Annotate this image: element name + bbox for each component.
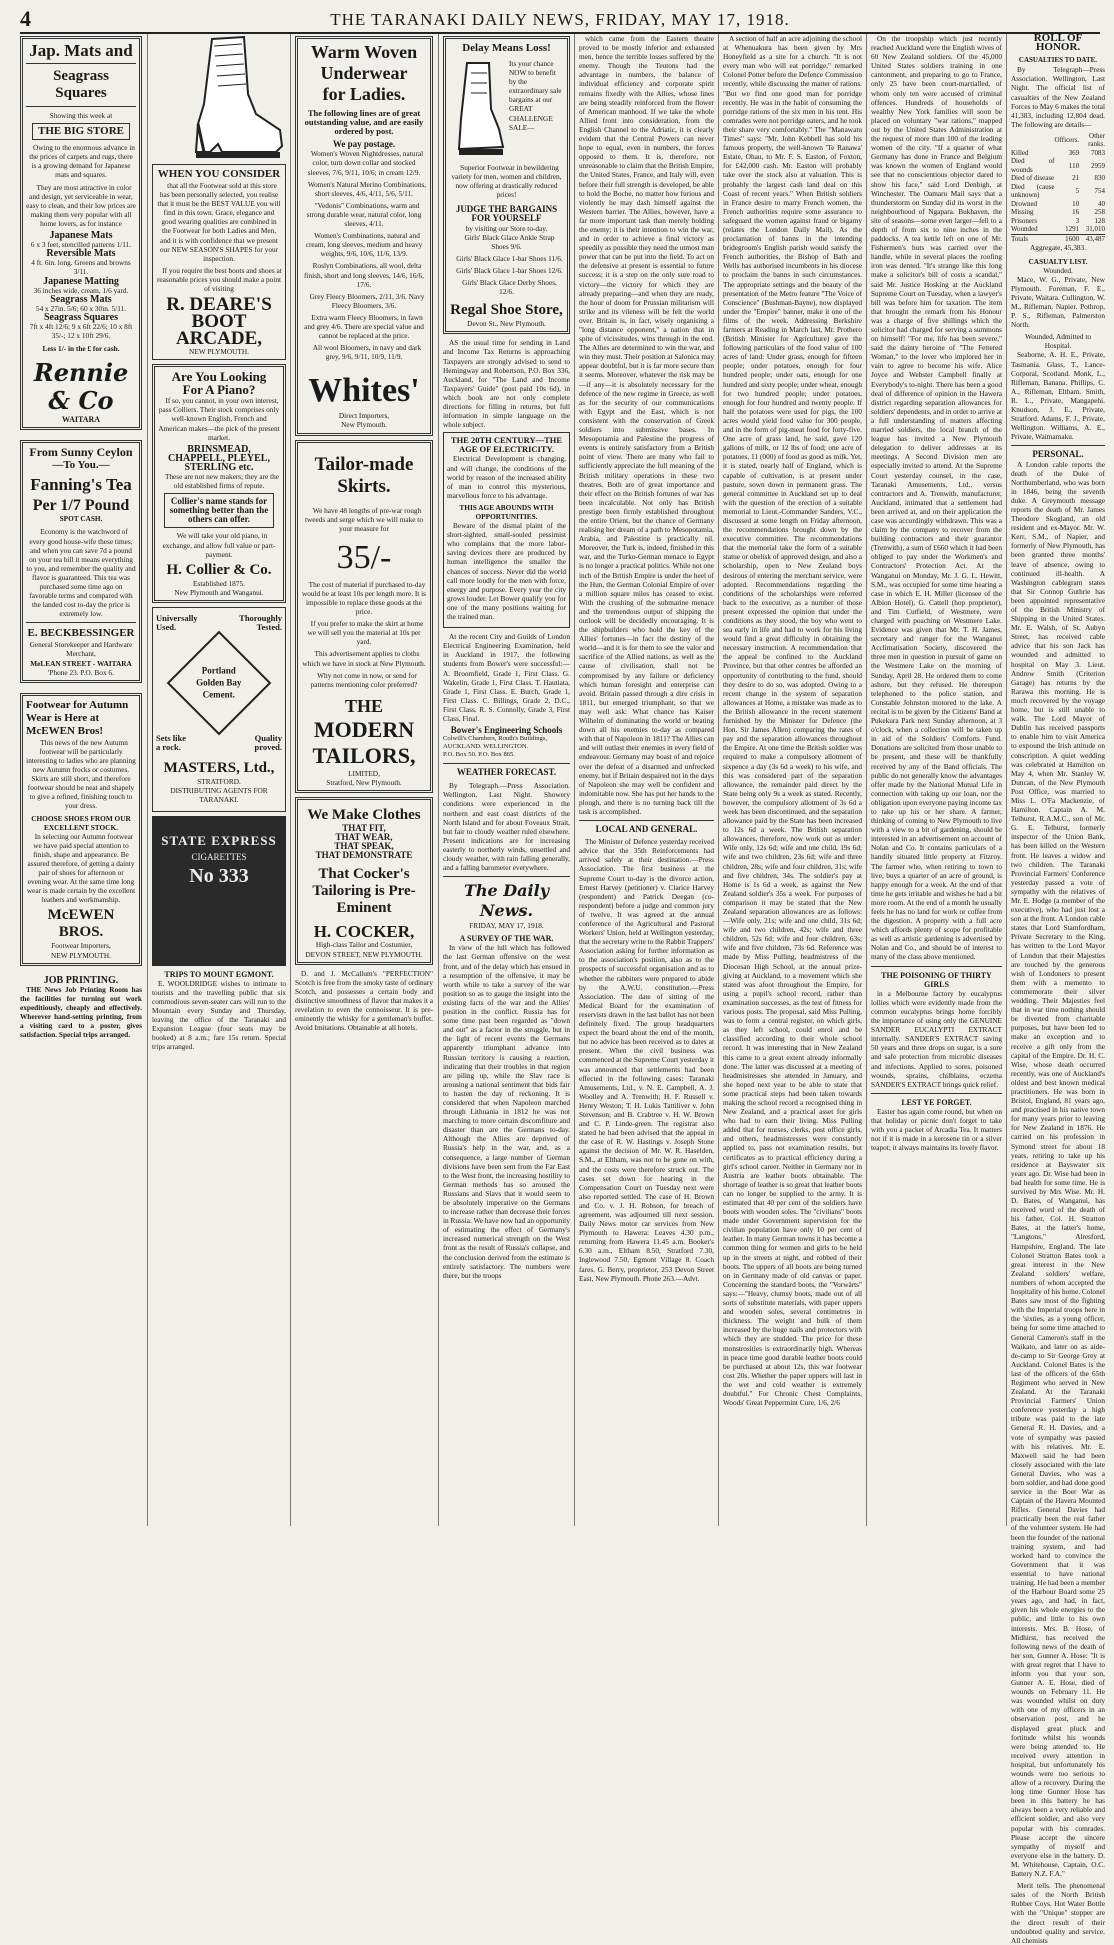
ad-heading: for Ladies. [322, 84, 406, 104]
cement-label: Cement. [202, 690, 236, 701]
ad-text: High-class Tailor and Costumier, [315, 940, 413, 950]
table-cell: 830 [1094, 174, 1105, 183]
shoe-item: Girls' Black Glace Derby Shoes, 12/6. [462, 278, 557, 297]
article-text: A London cable reports the death of the Duke of Northumberland, who was born in 1846, being the seventh duke. A Greymouth message reports the death of Mr. James Theodore Skogland, an old resident and ex-Mayor. Mr. W. Kerr, S.M., of Napier, and formerly of New Plymouth, has been granted three months' leave of absence, owing to continued ill-health. A Washington cablegram states that Sir Connop Guthrie has been appointed representative of the British Ministry of Shipping in the United States. Mr. E. Walsh, of St. Aubyn Street, has received cable advice that his son Jack has wounded and admitted to hospital on May 3. Lieut. Andrew Smith (Criterion Garage) has returns by the Rarawa this morning. He is much recovered by the voyage home, but is still unable to walk. The Lord Mayor of Dublin has received passports to enable him to visit America to expound the Irish attitude on conscription. A quiet wedding was celebrated at Hamilton on May 4, when Mr. Stanley W. Duncan, of the New Plymouth Post Office, was married to Miss L. O'Fa Mackenzie, of Hamilton. Captain A. M. Telhurst, R.A.M.C., son of Mr. G. E. Telhurst, formerly inspector of the Union Bank, has been killed on the Western front. He leaves a widow and two children. The Taranaki Provincial Farmers' Conference yesterday passed a vote of sympathy with the relatives of Mr. E. Hodge (a member of the executive), who had just lost a son at the front. A London cable states that Lord Stamfordham, Private Secretary to the King, has written to the Lord Mayor of London that their Majesties are touched by the generous wish of Londoners to present them with a memento to commemorate their silver wedding. Their Majesties feel that in war time nothing should be diverted from charitable purposes, but have been led to make an exception and to receive a gift only from the capital of the Empire. Dr. H. C. Wise, whose death occurred recently, was one of Auckland's oldest and best known medical practitioners. He was born in Bristol, England, 81 years ago, and practised in his native town for many years prior to leaving for New Zealand in 1876. He carried on his profession in Symond street for about 18 years, retiring to take up his residence at Bayswater six years ago. Dr. Wise had been in bad health for some time. He is survived by Mrs Wise. Mr. H. D. Bates, of Wanganui, has received word of the death of his father, Col. H. Stratton Bates, at the latter's home, "Langtons," Alresford, Hampshire, England. The late Colonel Stratton Bates took a great interest in the New Zealand soldiers' welfare, numbers of whom accepted the hospitality of his home. Colonel Bates saw most of the fighting with the Imperial troops here in the 'sixties, as a young officer, being for some time attached to General Cameron's staff in the Waikato, and later on as aide-de-camp to Sir George Grey at Auckland. Colonel Bates is the last of the officers of the 65th Regiment who served in New Zealand. At the Taranaki Provincial Farmers' Union conference yesterday a high tribute was paid to the late General R. H. Davies, and a vote of sympathy was passed with his relatives. Mr. E. Maxwell said he had been closely associated with the late General Davies, who was a born soldier, and had done good service in the Boer War as Captain of the Havera Mounted Rifles. General Davies had practically been the real father of the volunteer system. He had been the founder of the national training system, and had worked hard to convince the Government that it was essential to have national training. He had been a member of the Harbour Board some 25 years ago, and had, in fact, given his whole energies to the public, and little to his own interests. Mrs. B. Hose, of Midhirst, has received the following news of the death of her son, Gunner A. Hose: "It is with great regret that I have to inform you that your son, Gunner A. E. Hose, died of wounds on February 11. He was wounded whilst on duty with one of my officers in an observation post, and he displayed great pluck and fortitude whilst his wounds were being attended to. He received every attention in hospital, but unfortunately his wounds were too serious to allow of a recovery. During the long time Gunner Hose has been in this battery he has always been a very reliable and efficient soldier, and also very popular with his comrades. Please accept the sincere sympathy of myself and everyone else in the battery. D. M. Whitehouse, Captain, O.C. Battery N.Z. F.A." [1011, 459, 1105, 1879]
ad-text: by visiting our Store to-day. [465, 223, 548, 233]
ad-text: Direct Importers, [338, 411, 390, 421]
article-text: The Minister of Defence yesterday received advice that the 35th Reinforcements had arrived safely at their destination.—Press Association. The first business at the Supreme Court to-day is the divorce action, Ernest Harvey (petitioner) v. Clarice Harvey (respondent) and Patrick Deegan (co-respondent) before a judge and common jury of twelve. It was agreed at the annual conference of the Agricultural and Pastoral Workers' Union, held at Wellington yesterday, that the secretary write to the Rabbit Trappers' Association asking for further information as to the association's position, also as to the prospects of successful organisation and as to whether the rabbiters were prepared to abide by the A.W.U. constitution.—Press Association. The date of sitting of the Medical Board for the examination of reservists drawn in the last ballot has not been definitely fixed. The group headquarters expect the board about the end of the month, but no advice has been received as to dates at present. When the civil business was commenced at the Supreme Court yesterday it was announced that settlements had been effected in the following cases: Taranaki Amusements, Ltd., v. N. E. Campbell, A. J. Woolley and A. Trenwith; H. F. Russell v. Henry Weston; T. H. Lukis Tattiliver v. John Stevenson; and B. Crabtree v. H. W. Brown and C. P. Linde-green. The registrar also stated he had been advised that the appeal in the case of R. W. Hastings v. Joseph Stone against the decision of Mr. W. R. Haselden, S.M., at Eltham, was not to be gone on with, and the costs were therefore struck out. The cases set down for hearing in the Compensation Court on Tuesday next were also reported settled. The case of H. Brown and Co. v. J. H. Robson, for breach of agreement, was adjourned till next session. Daily News motor car services from New Plymouth to Hawera: Leaves 4.30 p.m., returning from Hawera 11.45 a.m. Booker's 6.30 a.m., Eltham 8.50, Stratford 7.30, Inglewood 7.50, Egmont Village 8. Coach fares. G. Berry, proprietor, 253 Devon Street East, New Plymouth. Phone 263.—Advt. [579, 837, 714, 1283]
regal-shoe-ad [443, 36, 570, 334]
ad-text: We will take your old piano, in exchange, and allow full value or part-payment. [162, 531, 276, 559]
article-text: Mace, W. G., Private, New Plymouth. Foreman, F. E., Private, Waitara. Cullington, W. M., Rifleman, Napier. Pothrop, P. S., Rifleman, Palmerston North. [1011, 274, 1105, 330]
column-1 [20, 34, 142, 1526]
casualty-table [1011, 132, 1105, 244]
boot-illustration [152, 34, 286, 162]
table-header [1011, 132, 1105, 149]
table-cell: 2959 [1091, 161, 1105, 170]
column-rule [147, 34, 148, 1526]
ad-heading: Jap. Mats and [29, 41, 133, 60]
table-cell: 258 [1094, 208, 1105, 217]
underwear-line: Roslyn Combinations, all wool, delta finish, short and long sleeves, 14/6, 16/6, 17/6. [304, 261, 424, 289]
underwear-line: Women's Combinations, natural and cream, long sleeves, medium and heavy weights, 9/6, 10/6, 11/6, 13/9. [305, 231, 423, 259]
article-text: By Telegraph—Press Association. Wellington, Last Night. The official list of casualties of the New Zealand Forces to May 6 makes the total 41,383, including 12,804 dead. The following are details— [1011, 65, 1105, 129]
article-text: On the troopship which just recently reached Auckland were the English wives of 60 New Zealand soldiers. Of the 45,000 United States soldiers training in one cantonment, and preparing to go to France, only 25 have been court-martialled, of whom only ten were accused of criminal offences. Hundreds of households of wealthy New York families will soon be placed on voluntary "war rations," mapped out by the United States Administration at the request of more than 100 of the leading women of the city. "If a quarter of what Germany has done in France and Belgium was known the women of England would see that no conscientious objector dared to show his face," said Lord Denbigh, at Winchester. The Oamaru Mail says that a thunderstorm on Sunday did its worst in the neighbourhood of Ngapara. Bukhaven, the site of seasons—some even larger—fell to a depth of from six to nine inches in the paddocks. A tea kettle left on one of Mr. Fishermen's huts was carried over the handle, while in several places the roofing iron was dented. "It's strange like this long make a solicitor's bill of costs a scandal," said Mr. Justice Hosking at the Auckland Supreme Court on Tuesday, when a lawyer's bill was before him for taxation. The item that brought the remark from his Honour was a charge of five shillings which the solicitor had charged for serving a summons on himself! "For me, life has been severe," said the dainty heroine of "The Fettered Woman," to the lover who implored her in vain to agree to become his wife. Alice Joyce and Webster Campbell finally at Everybody's to-night. There has been a good deal of difference of opinion in the Hawera district regarding separation allowances for soldiers' dependents, and in order to arrive at a full understanding of matters affecting married soldiers, the local branch of the league has invited a New Plymouth delegation to deliver addresses at its meetings. A Second Division men are especially invited to attend. At the Supreme Court yesterday counsel, in the case, Taranaki Amusements, Ltd., versus contractors and A. Trenwith, manufacturer, Auckland, intimated that a settlement had been arrived at, and on their application the case was accordingly withdrawn. This was a claim by the company to recover from the building contractors and their guarantor (Trenwith), a sum of £660 which it had been obliged to pay under the Workmen's and Contractors' Protection Act. At the Wanganui on Monday, Mr. J. G. L. Hewitt, S.M., was occupied for some time hearing a case in which E. H. Miller (licensee of the Albion Hotel), G. Cattell (hop proprietor), and Tim Cutfield, of Westmere, were charged with poaching on Westmere Lake. Evidence was given that Mr. T. H. James, secretary and ranger for the Wanganui Acclimatisation Society, discovered the three men in question in pursuit of game on the Westmere Lake on the morning of Sunday, April 28. He ordered them to come ashore, but they refused. He thereupon telephoned to the police station, and Constable Johnston motored to the lake. A recital is to be given by the Citizens' Band at Pukekura Park next Sunday afternoon, at 3 o'clock, when a collection will be taken up in aid of the Soldiers' Comforts Fund. Donations are solicited from those unable to be present, and these will be thankfully received by any of the Band officials. The public do not generally know the advantages offer made by the National Mutual Life in connection with taking up our loan, nor the obligation upon everyone paying income tax to take up his or her share. A farmer, thinking of coming to New Plymouth to live with a view to a bit of gardening, should be interested in an advertisement on account of Nolan and Co. It contains particulars of a handily situated little property at Fitzroy. The farmer who, when retiring to town to live, buys a quarter of an acre of ground, is happy enough for a week. At the end of that time he gets irritable and wishes he had a bit more room. At the end of a month he usually feels he has no land for work or coffee from the digestion. A property with a full acre which affords plenty of scope for profitable as well as artistic gardening is advertised by Nolan and Co., and should be of interest to many of the class above mentioned. [871, 34, 1002, 962]
ad-text: STRATFORD. [197, 777, 241, 787]
cigarette-label: CIGARETTES [191, 851, 247, 862]
table-cell: Died of disease [1011, 174, 1055, 183]
table-cell: 1291 [1065, 225, 1080, 234]
item-name: Reversible Mats [46, 248, 116, 260]
table-cell: 43,487 [1085, 234, 1105, 243]
article-text: which came from the Eastern theatre proved to be mostly inferior and exhausted men, hence the terrible losses suffered by the enemy. Though the Teutons had the advantage in numbers, the balance of individual efficiency and corporate spirit remains fixedly with the Allies, whose lines are being steadily reinforced from the flower of American manhood. If we take the whole Allied front into consideration, from the English Channel to the Adriatic, it is clearly evident that the Central Powers can never hope to equal, even in numbers, the forces opposed to them. It is, therefore, not unreasonable to claim that the British Empire, the United States, France, and Italy will, even before their full strength is developed, be able to hold the Boche, no matter how furious and violently he may dash himself against the Western barrier. The Allies, however, have a far more important task than merely holding the enemy; it is their intention to win the war, and in order to achieve a final victory as speedily as possible they need the utmost man power that can be put into the field. To act on the defensive at present is essential to future success; it is a step on the only sure road to victory—the victory for which they are already preparing—and when they are ready, the hour of doom for Prussian militarism will strike and its vileness will be felt the world over. Britain is, in fact, wisely organising a "long distance opponent," a nation that in spite of vicissitudes, wins through in the end. The Allies are determined to win the war, and win they must. Their position at Salonica may appear doubtful, but it is far more secure than it seems. Moreover, whatever the risk may be—if any—it is absolutely necessary for the defence of the new regime in Greece, as well as for the security of our communications with Egypt and the East, which is not consistent with the conservation of Greek soldiers into submissive bases. In Mesopotamia and Palestine the progress of events is entirely satisfactory from a British point of view. There are many who fail to sufficiently appreciate the full meaning of the British military operations in these two theatres. Both are of great importance and their effect on the British fortunes of war has been incalculable. Not only has British prestige been firmly established throughout the entire Orient, but the chance of Germany realising her dream of a path to Mesopotamia, Arabia, and Palestine is practically nil. Moreover, the Turk is, indeed, finished in this war, and the Turko-German menace to Egypt is no longer a practical politics. While not one inch of the British Empire is under the heel of the Hun, the German Colonial Empire of over a million square miles has ceased to exist. With the crushing of the submarine menace and the tremendous output of shipping the outlook will be decidedly encouraging. It is the shipbuilders who hold the key of the Allies' fortunes—in fact the destiny of the world—and it is for them to see the valor and sacrifice of the Allied nations, as well as the cause of civilisation, shall not be compromised by any failure or deficiency which human foresight and enterprise can avoid. Britain passed through a dire crisis in 1811, but emerged triumphant, so that we may well ask: What chance has Kaiser Wilhelm of dominating the world or beating down all his enemies to-day as compared with that of Napoleon in 1811? The Allies can and will outlast their enemies in every field of endeavour. Germany may boast of and rejoice over the defeat of a disarmed and unfrecked enemy, but if Britain despaired not in the days of Napoleon she may well be confident and indomitable now. She has put her hands to the plough, and there is no turning back till the task is accomplished. [579, 34, 714, 816]
ad-text: D. and J. McCallum's "PERFECTION" Scotch is free from the smoky taste of ordinary Scotch, and possesses a certain body and distinctive smoothness of flavor that makes it a revelation to even the connoisseur. It is pre-eminently the whisky for a gentleman's buffet. Avoid Imitations. Obtainable at all hotels. [295, 968, 433, 1033]
section-subheading: Wounded. [1043, 265, 1073, 275]
boot-icon [152, 34, 286, 162]
table-row [1011, 157, 1105, 174]
deare-ad [152, 164, 286, 360]
mcewen-ad [20, 693, 142, 966]
ad-text: AUCKLAND. WELLINGTON. [443, 743, 529, 751]
section-heading: THE POISONING OF THIRTY GIRLS [881, 970, 992, 989]
ad-heading: Warm Woven [310, 42, 418, 62]
section-heading: PERSONAL. [1032, 449, 1084, 460]
ad-text: Stratford, New Plymouth. [326, 777, 402, 787]
piano-brands: BRINSMEAD, CHAPPELL, PLEYEL, STERLING etc. [168, 443, 270, 473]
merchant-name: Whites' [308, 372, 420, 410]
section-subheading: CASUALTY LIST. [1028, 256, 1088, 266]
merchant-name: ARCADE, [175, 328, 263, 350]
big-store-logo: THE BIG STORE [32, 123, 130, 140]
section-heading: WEATHER FORECAST. [456, 767, 557, 778]
table-cell: Missing [1011, 208, 1034, 217]
ad-heading: That Cocker's Tailoring is Pre-Eminent [312, 866, 416, 917]
ad-heading: We Make Clothes [307, 807, 421, 824]
table-cell: 5 [1075, 187, 1080, 196]
ad-text: Tested. [256, 622, 282, 632]
newspaper-title: THE TARANAKI DAILY NEWS, FRIDAY, MAY 17, 1918. [330, 10, 790, 29]
section-heading: ROLL OF HONOR. [1033, 32, 1083, 54]
table-cell: 754 [1094, 187, 1105, 196]
ad-text: We pay postage. [332, 139, 396, 150]
table-row [1011, 149, 1105, 158]
ad-text: The following lines are of great outstanding value, and are easily ordered by post. [304, 108, 424, 137]
bower-ad [443, 432, 570, 628]
ad-text: Sets like [156, 733, 186, 744]
mats-list [26, 231, 136, 340]
ad-text: Superior Footwear in bewildering variety for men, women and children, now offering at drastically reduced prices! [451, 163, 562, 200]
table-cell: 7083 [1091, 148, 1105, 157]
ad-text: In selecting our Autumn footwear we have paid special attention to finish, shape and appearance. Be assured therefore, of getting a dainty pair of shoes for afternoon or evening wear. At the same time long wear is made certain by the excellent leathers and workmanship. [26, 831, 136, 905]
cement-diamond [167, 631, 272, 736]
ad-heading: For A Piano? [182, 382, 256, 398]
ad-text: NEW PLYMOUTH. [189, 347, 249, 357]
big-store-ad [20, 36, 142, 430]
ad-text: DEVON STREET, NEW PLYMOUTH. [305, 949, 423, 959]
merchant-name: MODERN [313, 716, 415, 742]
shoe-item: Girls' Black Glace Ankle Strap Shoes 9/6. [464, 232, 555, 251]
underwear-line: All wool Bloomers, in navy and dark grey, 9/6, 9/11, 10/9, 11/9. [312, 343, 422, 362]
underwear-line: Extra warm Fleecy Bloomers, in fawn and grey 4/6. There are special value and cannot be replaced at the price. [304, 312, 424, 341]
column-rule [438, 34, 439, 1526]
underwear-line: "Vedonis" Combinations, warm and strong durable wear, natural color, long sleeves, 4/11. [306, 200, 422, 229]
ad-heading: WHEN YOU CONSIDER [157, 168, 281, 180]
ad-text: THAT DEMONSTRATE [315, 850, 413, 861]
table-cell: 128 [1094, 216, 1105, 225]
table-row [1011, 225, 1105, 234]
table-row [1011, 200, 1105, 209]
rennie-logo: Rennie & Co [33, 358, 129, 416]
item-desc: 7ft x 4ft 12/6; 9 x 6ft 22/6; 10 x 8ft 35/-; 12 x 10ft 29/6. [29, 321, 133, 341]
merchant-name: H. Collier & Co. [166, 561, 272, 578]
section-heading: A SURVEY OF THE WAR. [459, 934, 554, 944]
ad-text: General Storekeeper and Hardware Merchant, [29, 640, 133, 659]
rennie-town: WAITARA [61, 415, 101, 425]
ad-text: Footwear Importers, [51, 941, 111, 951]
table-cell: 3 [1075, 216, 1080, 225]
column-rule [1006, 34, 1007, 1526]
item-name: Seagrass Squares [44, 311, 118, 323]
cement-label: Portland [201, 666, 237, 677]
merchant-name: E. BECKBESSINGER [27, 627, 135, 640]
ad-text: New Plymouth. [341, 420, 387, 430]
ad-text: Thoroughly [239, 612, 282, 623]
ad-text: This advertisement applies to cloths which we have in stock at New Plymouth. [302, 649, 426, 668]
collier-callout: Collier's name stands for something better than the others can offer. [164, 493, 274, 528]
ad-text: THAT FIT, [342, 823, 386, 834]
ad-heading: THIS AGE ABOUNDS WITH OPPORTUNITIES. [459, 502, 554, 521]
ad-text: They are most attractive in color and design, yet serviceable in wear, easy to clean, and their low prices are making them very popular with all home lovers, as for instance [26, 182, 136, 228]
item-name: Seagrass Mats [50, 293, 112, 305]
tea-price: Per 1/7 Pound [32, 497, 130, 515]
modern-tailors-ad [295, 440, 433, 794]
column-3 [295, 34, 433, 1526]
column-rule [866, 34, 867, 1526]
ad-text: P.O. Box 50. P.O. Box 865. [443, 751, 515, 759]
underwear-line: Grey Fleecy Bloomers, 2/11, 3/6. Navy Fleecy Bloomers, 3/6. [309, 291, 425, 310]
merchant-name: THE [344, 695, 383, 716]
table-row [1011, 174, 1105, 183]
ad-heading: Underwear [320, 63, 408, 83]
ad-text: If you prefer to make the skirt at home we will sell you the material at 10s per yard. [307, 619, 424, 647]
ad-text: THE News Job Printing Room has the facilities for turning out work expeditiously, cheaply and effectively. Wherever hand-setting printing, from a visiting card to a poster, gives satisfaction. Special trips arranged. [20, 984, 142, 1040]
item-desc: 54 x 27in. 5/6; 60 x 30in. 5/11. [35, 303, 127, 313]
item-desc: 36 inches wide, cream, 1/6 yard. [33, 285, 129, 295]
ad-text: that all the Footwear sold at this store has been personally selected, you realise that it must be the BEST VALUE you will find in this town. Grace, elegance and good wearing qualities are combined in the Footwear for both Ladies and Men, and it is with confidence that we present our NEW SEASON'S SHAPES for your inspection. [157, 181, 281, 263]
editorial-date: FRIDAY, MAY 17, 1918. [469, 921, 544, 931]
ad-text: Quality [254, 733, 282, 744]
ad-text: Economy is the watchword of every good house-wife these times, and when you can save 7d a pound on your tea bill it means everything to you, and remember the quality and flavor is guaranteed. This tea was purchased some time ago on favorable terms and compared with the landed cost to-day the price is extremely low. [26, 527, 136, 619]
table-cell: Killed [1011, 148, 1029, 157]
ad-heading: TRIPS TO MOUNT EGMONT. [164, 969, 274, 979]
item-desc: 6 x 3 feet, stencilled patterns 1/11. [30, 240, 132, 250]
table-row [1011, 183, 1105, 200]
masters-cement-ad [152, 607, 286, 812]
masthead [20, 8, 1100, 34]
table-cell: Drowned [1011, 199, 1038, 208]
underwear-line: Women's Natural Merino Combinations, short sleeves, 4/6, 4/11, 5/6, 5/11. [307, 179, 427, 198]
discount-note: Less 1/- in the £ for cash. [42, 344, 120, 354]
article-text: In view of the lull which has followed the last German offensive on the west front, and of the delay which has ensued in a resumption of the offensive, it may be worth while to take a survey of the war position so as to gauge the insight into the existing facts of the war and the Allies' position in the conflict. Russia has for some time past been regarded as "down and out" as a factor in the struggle, but in the light of recent events the Germans apparently triumphant advance into Russian territory is causing a reaction, indicating that their troubles in that region are piling up, while the Slav race is arousing a national sentiment that bids fair to hasten the day of reckoning. It is considered that when Napoleon marched through Lithuania in 1812 he was not marching to more certain discomfiture and disaster than are the Germans to-day. Although the Allies are deprived of Russia's help in the war, and, as a consequence, a large number of German divisions have been sent from the Far East to the West front, the increasing hostility to German methods has so aroused the Russians and Slavs that it would seem to be absolutely imperative on the Germans to increase rather than decrease their forces in Russia. We have now had an opportunity of estimating the effect of Germany's increased numerical strength on the West front as the result of Russia's collapse, and the conclusion derived from the estimate is entirely satisfactory. The numbers were there, but the troops [443, 943, 570, 1280]
ad-heading: CHOOSE SHOES FROM OUR EXCELLENT STOCK. [31, 813, 131, 832]
table-header-cell: Officers. [1054, 136, 1080, 145]
ad-heading: JOB PRINTING. [43, 974, 119, 986]
table-cell: Wounded [1011, 225, 1038, 234]
editorial-masthead: The Daily News. [464, 881, 549, 921]
table-row [1011, 217, 1105, 226]
cigarette-brand: STATE EXPRESS [161, 832, 277, 848]
ad-text: If so, you cannot, in your own interest, pass Colliers. Their stock comprises only well-known English, French and American makes—the pick of the present market. [158, 396, 280, 442]
table-cell: 16 [1072, 208, 1080, 217]
column-rule [718, 34, 719, 1526]
table-cell: 369 [1068, 148, 1080, 157]
ad-text: a rock. [156, 742, 181, 753]
table-cell: Died of wounds [1011, 157, 1055, 174]
ad-text: The cost of material if purchased to-day would be at least 10s per length more. It is impossible to replace these goods at the price. [301, 579, 427, 617]
merchant-name: BOOT [191, 311, 247, 333]
ad-heading: Footwear for Autumn Wear is Here at McEWEN Bros! [26, 698, 129, 737]
cigarette-number: No 333 [189, 864, 249, 887]
spot-cash: SPOT CASH. [59, 514, 103, 524]
article-text: A section of half an acre adjoining the school at Whenuakura has been given by Mrs Honeyfield as a site for a church. "It is not every man who will eat porridge," remarked Colonel Potter before the Defence Commission recently, while discussing the matter of rations. "But we find one good man for porridge recently. He was in the habit of consuming the porridge rations of the six men in his tent. His comrades were not porridge eaters, and he took their share very comfortably." The "Manawatu Times" says: "Mr. John Kebbell has sold his famous property, the well-known 'Te Ranawa' Estate, Ohau, to Mr. F. S. Easton, of Foxton, for £42,000 cash. Mr. Easton will probably take over the stock also at valuation. This is probably the largest cash land deal on this Coast of recent years." When British soldiers in France desire to marry French women, the French authorities require some assurance to safeguard the women against fraud or bigamy (relates the London Daily Mail). As the proclamation of banns in the intending bridegroom's English parish would satisfy the French authorities, the Bishop of Bath and Wells has authorised incumbents in his diocese to proclaim the banns in such circumstances. The appropriate settings and the beauty of the presentation of the Metro feature "The Voice of Conscience" (Bushman-Bayne), now displayed under the "Empire" banner, make it one of the films of the week. Addressing Berkshire farmers at Reading in March last, Mr. Prothero (British Minister for Agriculture) gave the following particulars of the food value of 100 acres of land: Under grass, enough for fifteen people; under potatoes, enough for four hundred people; under oats, enough for one hundred and sixty people; under wheat, enough for two hundred people; under potatoes, enough for four hundred and twenty people. If half the potatoes were used for pigs, the 100 acres would yield food value for 300 people, and in the form of pig-meat food for forty-five. One acre of grass land, he said, gave 120 gallons of milk, or 12 lbs of food; one acre of potatoes, 11 (000) of food as good as milk. Yet, it is stated, nearly half of England, which is capable of cultivation, is at present under pasture, sown down in permanent grass. The general committee in Auckland set up to deal with the question of the erection of a suitable memorial to Lieut.-Commander Sanders, V.C., discussed at some length on Friday afternoon, the recommendations brought down by the executive committee. The recommendations that the memorial take the form of a suitable statue or obelisk of approved design, and also a scholarship, open to New Zealand boys desirous of entering the merchant service, were adopted. Recommendations regarding the conditions of the scholarships were referred back to the executive, as a number of those present expressed the opinion that under the conditions as they stood, the boy who went to sea early in life and had to work for his living would find a great difficulty in obtaining the necessary instruction. A recommendation that the appeal be confined to the Auckland Province, but that other centres be afforded an opportunity of contributing to the fund, should they desire to do so, was adopted. Owing to a recent change in the system of separation allowances at Home, a mistake was made as to the British allowance in the recent statement furnished by the Minister for Defence (the Hon. Sir James Allen) comparing the rates of pay and the separation allowances throughout the Empire. At one time the British soldier was required to make a compulsory allotment of sixpence a day (3s 6d a week) to his wife, and this was considered part of the separation allowance, the remainder paid direct by the State being only 9s a week as stated. Recently, however, the compulsory allotment of 3s 6d a week has been discontinued, and the separation allowance paid by the State has been increased to 12s 6d a week. The British separation allowances, therefore, now work out as under: Wife only, 12s 6d; wife and one child, 19s 6d; wife and two children, 23s 6d; wife and three children, 28s; wife and four children, 31s; wife and five children, 34s. The soldier's pay at Home is 1s 6d a week, as against the New Zealand soldier's 35s a week. For purposes of comparison it may be stated that the New Zealand separation allowances are as follows:—Wife only, 21s; wife and one child, 31s 6d; wife and two children, 42s; wife and three children, 52s 6d; wife and four children, 63s; wife and five children, 73s 6d. Reference was made by Miss Pulling, headmistress of the Diocesan High School, at the annual prize-giving at Auckland, to a movement which she stated was afoot throughout the Empire, for using a pupil's school record, rather than examination successes, as the test of fitness for various posts. The proposal, said Miss Pulling, was to form a central register, on which girls, as they left school, could enrol and be classified according to their whole school record. It was interesting that in New Zealand this came to a great extent already informally done. The latter was discussed at a meeting of headmistresses she attended in January, and she hoped next year to be able to state that some practical steps had been taken towards making the school record a recognised thing in New Zealand, and a practical asset for girls who had to earn their living. Miss Pulling added that for nurses, clerks, post office girls, and others, headmistresses were constantly applied to, pass not examination results, but certificates as to practical efficiency during a girl's school career. Neither in Germany nor in Austria are leather boots obtainable. The shortage of leather is so great that leather boots can no longer be supplied to the army. It is estimated that 40 per cent of the soldiers have boots with wooden soles. The "civilians" boots made under Government supervision for the civilian population have only 10 per cent of leather. In many German towns it has become a common thing for women and girls to be held up in the streets at night, and robbed of their boots. The uppers of all boots are being turned on in Germany made of old canvas or paper. Concerning the standard boots, the "Vorwärts" says:—"Heavy, clumsy boots, made out of all sorts of substitute materials, with paper uppers and wooden soles, several centimetres in thickness. The weight and bulk of them increased by the huge nails and protectors with which they are studded. The price for these monstrosities is extraordinarily high. Whereas in peace time good durable leather boots could be purchased at about 12s, this war footwear cost 20s. Whether the paper uppers will last in the wet and cold weather is extremely doubtful." For Chronic Chest Complaints, Woods' Great Peppermint Cure, 1/6, 2/6 [723, 34, 862, 1408]
table-cell: Totals [1011, 234, 1029, 243]
ad-text: Beware of the dismal plaint of the short-sighted, small-souled pessimist who complains that the more labor-saving devices there are produced by human intelligence the smaller the chances of success. Never did the world call more loudly for the men with force, energy and purpose. Every year the city grows louder. Let Bower qualify you for one of the many positions waiting for the trained man. [447, 521, 566, 622]
ad-text: LIMITED, [348, 768, 380, 778]
ad-text: These are not new makers; they are the old established firms of repute. [164, 471, 280, 491]
item-name: Japanese Mats [49, 230, 113, 242]
ad-text: Colwill's Chambers, Routh's Buildings, [443, 735, 548, 743]
table-cell: 21 [1072, 174, 1080, 183]
column-8 [1011, 32, 1105, 1945]
tea-name: Fanning's Tea [30, 475, 132, 495]
whites-ad [295, 36, 433, 436]
ad-heading: From Sunny Ceylon [29, 445, 133, 460]
ad-text: DISTRIBUTING AGENTS FOR TARANAKI. [170, 786, 268, 805]
table-header-cell [1011, 132, 1055, 149]
merchant-name: Regal Shoe Store, [450, 302, 563, 319]
ad-text: THAT WEAR, [335, 832, 393, 843]
ad-heading: Tailor-made [314, 453, 414, 475]
merchant-name: Bower's Engineering Schools [450, 725, 563, 736]
ad-text: Electrical Development is changing, and will change, the conditions of the world by reason of the increased ability of man to control this mysterious, marvellous force to his advantage. [447, 454, 566, 500]
section-heading: LEST YE FORGET. [901, 1097, 972, 1107]
ad-text: We have 48 lengths of pre-war rough tweeds and serge which we will make to your measure for [304, 505, 423, 533]
ad-heading: Delay Means Loss! [462, 42, 551, 54]
article-text: By Telegraph.—Press Association. Wellington, Last Night. Showery conditions were experienced in the northern and east coast districts of the North Island and for about Foveaux Strait, but fair to cloudy weather ruled elsewhere. Present indications are for increasing easterly to northerly winds, unsettled and cloudy weather, with rain falling generally, and a falling barometer everywhere. [443, 781, 570, 873]
table-cell: 1600 [1065, 234, 1080, 243]
table-total-row [1011, 234, 1105, 243]
state-express-ad [152, 816, 286, 966]
shoe-icon [449, 59, 505, 159]
section-subheading: CASUALTIES TO DATE. [1018, 56, 1098, 65]
ad-heading: —To You.— [52, 459, 110, 472]
table-row [1011, 208, 1105, 217]
aggregate-total: Aggregate, 45,383. [1030, 243, 1086, 253]
ad-text: AS the usual time for sending in Land and Income Tax Returns is approaching Taxpayers are strongly advised to send to Hemingway and Robertson, P.O. Box 336, Auckland, for "The Land and Income Taxpayers' Guide" (post paid 10s 6d), in which book are not only complete directions for filling in returns, but full information in simple language on the whole subject. [443, 338, 570, 430]
ad-heading: Seagrass Squares [53, 68, 109, 101]
column-2 [152, 34, 286, 1526]
ad-text: Why not come in now, or send for patterns mentioning color preferred? [310, 670, 418, 689]
ad-text: If you require the best boots and shoes at reasonable prices you should make a point of visiting [156, 265, 282, 294]
table-cell: 40 [1098, 199, 1105, 208]
page-number: 4 [20, 6, 31, 31]
skirt-price: 35/- [336, 538, 392, 576]
section-heading: LOCAL AND GENERAL. [595, 824, 698, 835]
merchant-name: McEWEN BROS. [47, 907, 115, 941]
ad-text: Its your chance NOW to benefit by the extraordinary sale bargains at our GREAT CHALLENGE SALE— [509, 59, 562, 132]
column-4 [443, 34, 570, 1526]
ad-text: At the recent City and Guilds of London Electrical Engineering Examination, held in Auckland in 1917, the following students from Bower's were successful:— A. Broomfield, Grade 1, First Class. G. Wakelin, Grade 1, First Class. T. Hautiata, Grade 1, First Class. E. Burch, Grade 1, First Class. C. Billings, Grade 2, D.C., First Class. R. S. Connolly, Grade 3, First Class, Final. [443, 632, 570, 723]
column-6 [723, 34, 862, 1526]
underwear-line: Women's Woven Nightdresses, natural color, turn down collar and stocked sleeves, 7/6, 9/11, 10/6; in cream 12/9. [307, 149, 424, 177]
item-name: Japanese Matting [43, 275, 119, 287]
article-text: in a Melbourne factory by eucalyptus lollies which were evidently made from the common eucalyptus brings home forcibly the importance of using only the GENUINE SANDER EUCALYPTI EXTRACT internally. SANDER'S EXTRACT saving 50 years and three drops on sugar, is a sure and safe protection from microbic diseases and infections. Applied to sores, poisoned wounds, sprains, chilblains, eczema SANDER'S EXTRACT brings quick relief. [871, 988, 1002, 1089]
ad-heading: JUDGE THE BARGAINS FOR YOURSELF [455, 204, 558, 224]
article-text: Seaborne, A. H. E., Private, Tasmania. Glass, T., Lance-Corporal, Scotland. Monk, L., Rifleman, Banana. Phillips, C. A., Rifleman, Eltham. Smith, R. L., Private, Mangapehi. Knudson, J. E., Private, Stratford. Adams, F. J., Private, Wellington. Williams, A. E., Private, Waimamaku. [1011, 350, 1105, 442]
table-header-cell: Other ranks. [1088, 131, 1105, 149]
merchant-name: R. DEARE'S [166, 294, 272, 316]
ad-heading: THE 20TH CENTURY—THE AGE OF ELECTRICITY. [450, 435, 563, 455]
article-text: Easter has again come round, but when on that holiday or picnic don't forget to take with you a packet of Arcadia Tea. It matters not if it is made in a kerosene tin or a silver teapot; it always maintains its lovely flavor. [871, 1106, 1002, 1153]
column-5 [579, 34, 714, 1526]
ad-text: Showing this week at [49, 111, 113, 120]
merchant-name: TAILORS, [312, 742, 416, 768]
ad-text: MeLEAN STREET - WAITARA [30, 658, 132, 668]
cocker-ad [295, 797, 433, 965]
ad-text: Devon St., New Plymouth. [467, 319, 546, 329]
ad-text: NEW PLYMOUTH. [51, 950, 111, 960]
ad-text: Universally [156, 612, 198, 623]
ad-text: This news of the new Autumn footwear will be particularly interesting to ladies who are planning new Autumn frocks or costumes. Skirts are still short, and therefore footwear should be neat and shapely to give a refined, finishing touch to your dress. [26, 737, 136, 811]
item-desc: 4 ft. 6in. long. Greens and browns 3/11. [31, 258, 131, 277]
ad-text: Established 1875. [193, 578, 245, 588]
column-7 [871, 34, 1002, 1526]
table-cell: Died (cause unknown) [1011, 182, 1055, 200]
column-rule [574, 34, 575, 1526]
ad-text: E. WOOLDRIDGE wishes to intimate to tourists and the travelling public that six commodious seven-seater cars will run to the Mountain every Sunday and Thursday, leaving the office of the Taranaki and Expansion League (four seats may be booked) at 8 a.m.; fare 15s return. Special trips arranged. [152, 978, 286, 1052]
ad-text: Owing to the enormous advance in the prices of carpets and rugs, there is a growing demand for Japanese mats and squares. [29, 143, 135, 180]
ad-heading: Skirts. [337, 475, 391, 497]
article-text: Merit tells. The phenomenal sales of the North British Rubber Coys. Hot Water Bottle with the "Unique" stopper are the direct result of their undoubted quality and service. All chemists [1011, 1881, 1105, 1945]
ad-heading: Are You Looking [171, 369, 267, 385]
shoe-item: Girls' Black Glace 1-bar Shoes 11/6. [456, 253, 563, 263]
table-cell: 110 [1068, 161, 1080, 170]
ad-text: 'Phone 23. P.O. Box 6. [48, 667, 114, 677]
section-subheading: Wounded, Admitted to Hospital. [1024, 332, 1092, 351]
ad-text: THAT SPEAK, [334, 841, 394, 852]
table-cell: Prisoners [1011, 216, 1038, 225]
collier-ad [152, 364, 286, 603]
ad-text: New Plymouth and Wanganui. [174, 587, 264, 597]
table-cell: 31,010 [1085, 225, 1105, 234]
table-cell: 10 [1072, 199, 1080, 208]
fannings-tea-ad [20, 440, 142, 682]
merchant-name: H. COCKER, [313, 922, 415, 942]
merchant-name: MASTERS, Ltd., [163, 760, 275, 777]
shoe-item: Girls' Black Glace 1-bar Shoes 12/6. [456, 265, 563, 275]
ad-text: Used. [156, 622, 177, 632]
cement-label: Golden Bay [196, 678, 242, 689]
column-rule [290, 34, 291, 1526]
ad-text: proved. [254, 742, 282, 753]
